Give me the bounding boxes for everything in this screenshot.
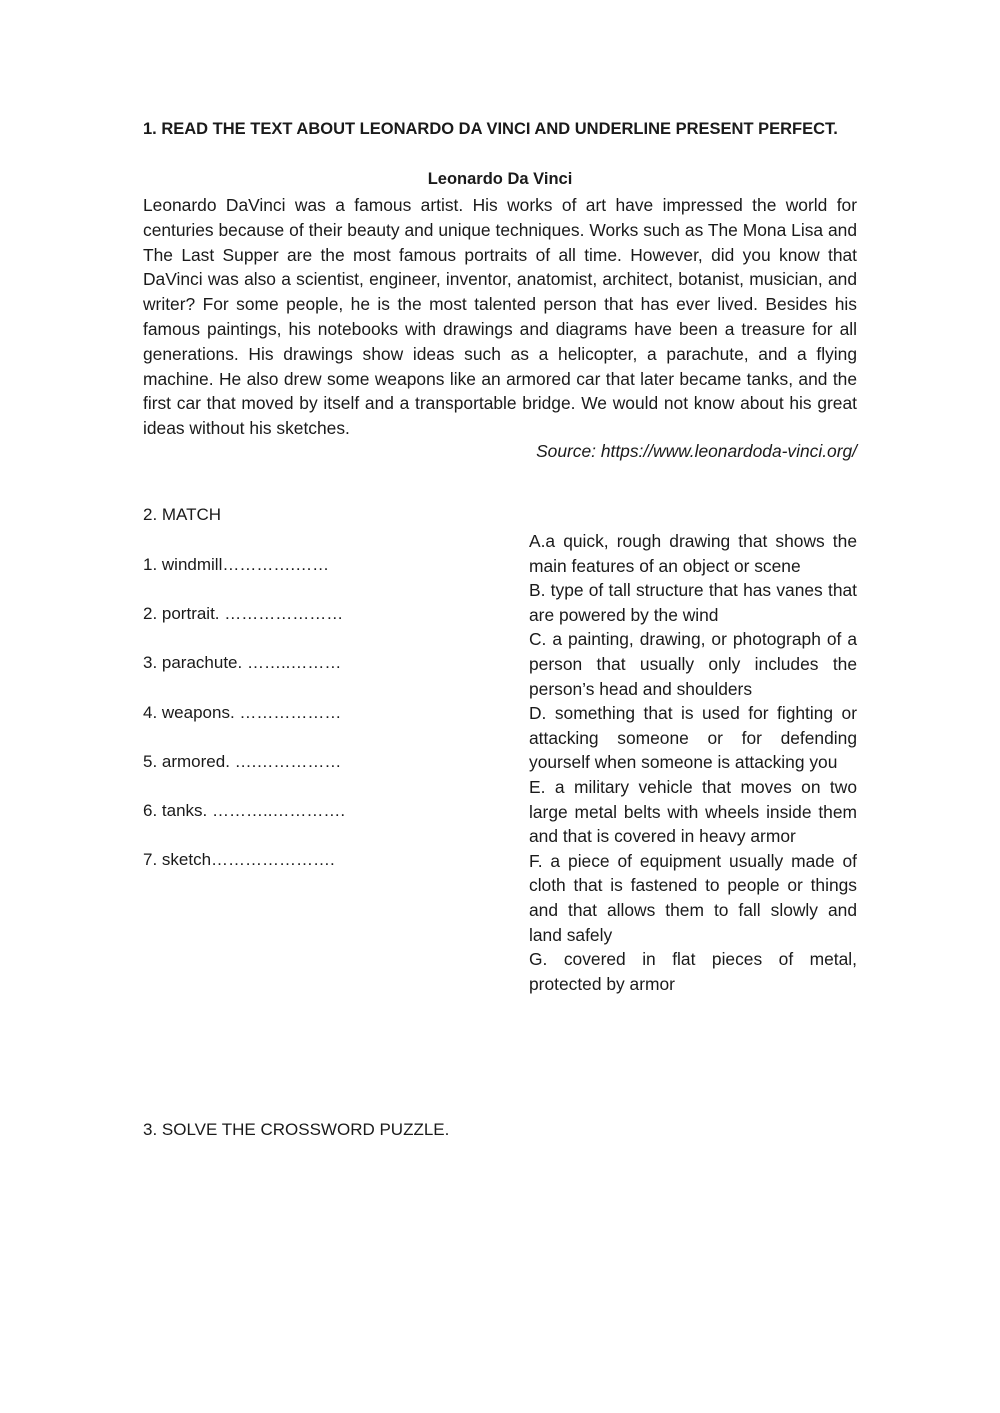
passage-title: Leonardo Da Vinci	[427, 170, 573, 188]
match-definition-item: F. a piece of equipment usually made of cloth that is fastened to people or things and that allows them to fall slowly and land safely	[529, 850, 857, 945]
passage-text: Leonardo DaVinci was a famous artist. His works of art have impressed the world for centuries because of their beauty and unique techniques. Works such as The Mona Lisa and The Last Supper are the most famous portraits of all time. However, did you know that DaVinci was also a scientist, engineer, inventor, anatomist, architect, botanist, musician, and writer? For some people, he is the most talented person that has ever lived. Besides his famous paintings, his notebooks with drawings and diagrams have been a treasure for all generations. His drawings show ideas such as a helicopter, a parachute, and a flying machine. He also drew some weapons like an armored car that later became tanks, and the first car that moved by itself and a transportable bridge. We would not know about his great ideas without his sketches.	[143, 195, 857, 439]
match-definition-item: E. a military vehicle that moves on two large metal belts with wheels inside them and that is covered in heavy armor	[529, 776, 857, 847]
match-definition-item: G. covered in flat pieces of metal, protected by armor	[529, 949, 857, 994]
match-word-item[interactable]: 7. sketch………………….	[143, 850, 335, 870]
match-word-item[interactable]: 1. windmill………….……	[143, 555, 330, 574]
match-word-item[interactable]: 6. tanks. ………..………….	[143, 800, 346, 820]
section-3-heading: 3. SOLVE THE CROSSWORD PUZZLE.	[143, 1120, 450, 1139]
section-2-heading: 2. MATCH	[143, 505, 222, 524]
match-definition-list	[529, 529, 857, 996]
worksheet-page	[143, 0, 857, 1413]
match-word-item[interactable]: 4. weapons. ………………	[143, 702, 342, 722]
match-definition-item: A.a quick, rough drawing that shows the main features of an object or scene	[529, 531, 857, 576]
section-1-heading: 1. READ THE TEXT ABOUT LEONARDO DA VINCI AND UNDERLINE PRESENT PERFECT.	[143, 120, 838, 138]
match-definition-item: B. type of tall structure that has vanes that are powered by the wind	[529, 580, 857, 625]
match-word-item[interactable]: 3. parachute. ……..………	[143, 653, 342, 673]
match-word-item[interactable]: 5. armored. ….……………	[143, 751, 342, 771]
match-word-item[interactable]: 2. portrait. …………………	[143, 604, 344, 624]
passage-source: Source: https://www.leonardoda-vinci.org/	[536, 441, 857, 461]
match-definition-item: C. a painting, drawing, or photograph of a person that usually only includes the person’s head and shoulders	[529, 629, 857, 699]
match-word-list	[143, 553, 473, 897]
match-definition-item: D. something that is used for fighting or attacking someone or for defending yourself when someone is attacking you	[529, 703, 857, 773]
